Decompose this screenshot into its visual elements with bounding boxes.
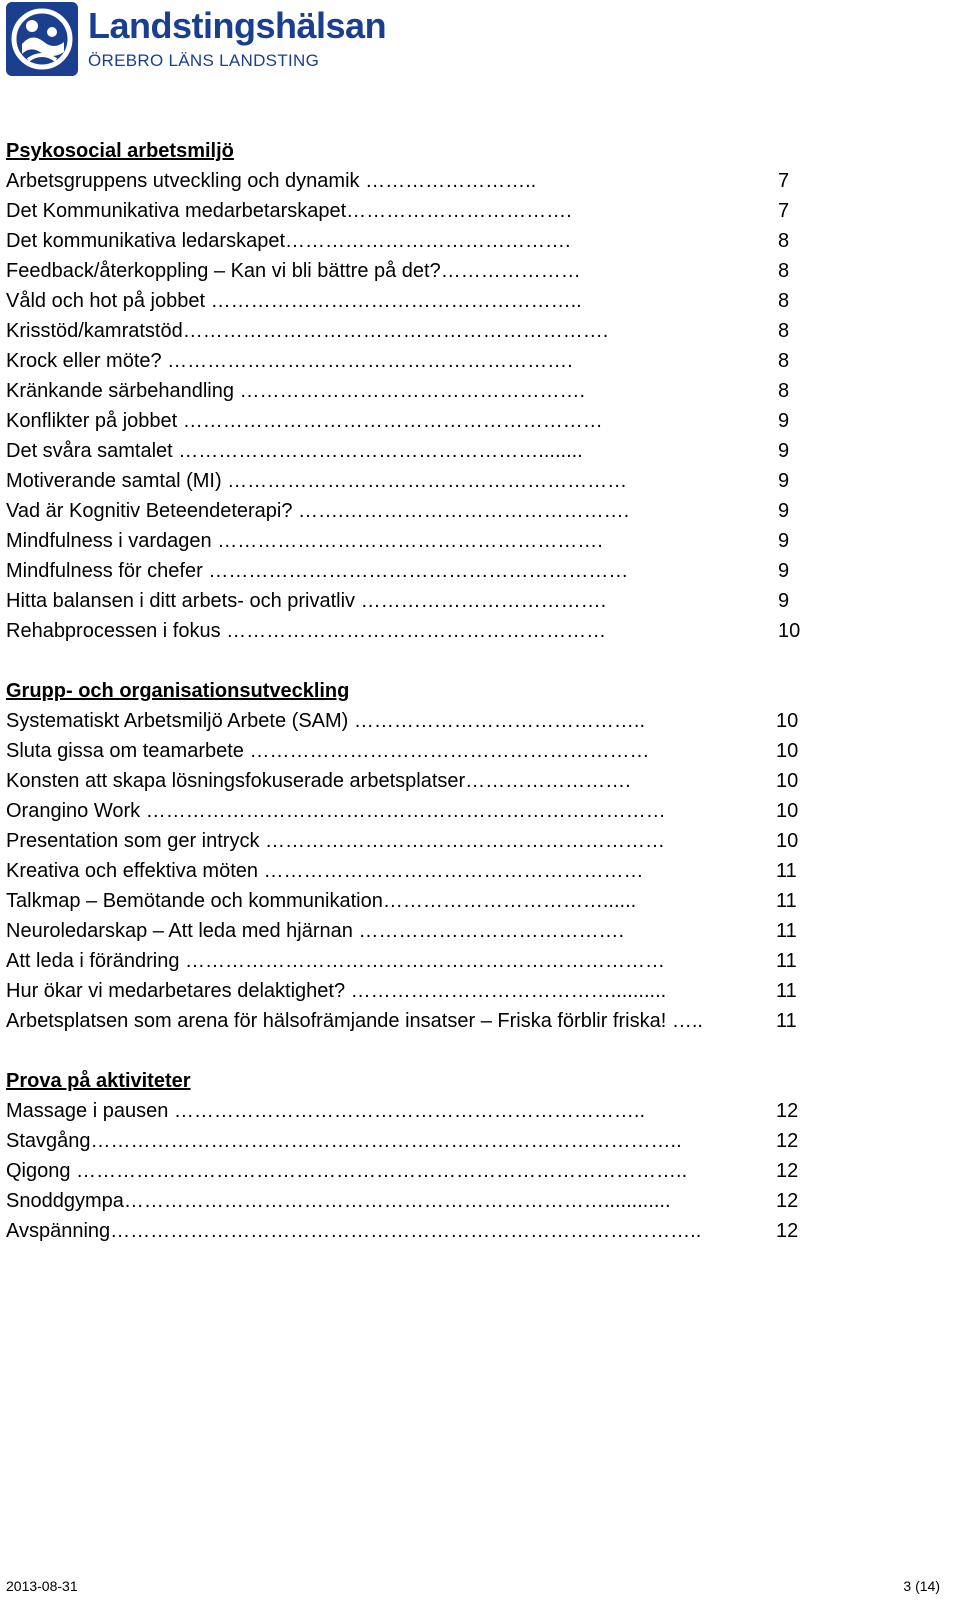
toc-entry-page: 11 [776, 950, 797, 972]
toc-entry-page: 9 [778, 500, 790, 522]
toc-entry-title: Hur ökar vi medarbetares delaktighet? ………………………………….......... [6, 980, 667, 1002]
toc-entry [6, 496, 906, 526]
toc-entry-page: 11 [776, 1010, 797, 1032]
toc-entry [6, 196, 906, 226]
toc-entry-title: Krock eller möte? ……………………………………………………. [6, 350, 573, 372]
toc-entry [6, 556, 906, 586]
toc-entry-title: Talkmap – Bemötande och kommunikation……………………………...... [6, 890, 637, 912]
brand [88, 6, 386, 72]
toc-entry-page: 10 [776, 800, 799, 822]
toc-entry [6, 226, 906, 256]
toc-entry-title: Kreativa och effektiva möten ………………………………………………… [6, 860, 644, 882]
toc-entry-page: 8 [778, 320, 790, 342]
toc-entry-page: 8 [778, 290, 790, 312]
page-footer [6, 1578, 940, 1594]
toc-entry [6, 406, 906, 436]
toc-entry-title: Motiverande samtal (MI) …………………………………………………… [6, 470, 628, 492]
toc-entry [6, 886, 906, 916]
toc-entry-page: 12 [776, 1100, 799, 1122]
toc-entry-title: Konflikter på jobbet ……………………………………………………… [6, 410, 603, 432]
toc-entry-page: 10 [776, 740, 799, 762]
toc-entry-page: 8 [778, 380, 790, 402]
toc-entry-title: Feedback/återkoppling – Kan vi bli bättre på det?………………… [6, 260, 581, 282]
toc-entry-title: Presentation som ger intryck …………………………………………………… [6, 830, 665, 852]
toc-entry-title: Våld och hot på jobbet ……………………………………………….. [6, 290, 582, 312]
toc-entry-page: 9 [778, 590, 790, 612]
toc-section [6, 136, 906, 646]
toc-entry [6, 1156, 906, 1186]
toc-entry [6, 946, 906, 976]
toc-entry-title: Avspänning…………………………………………………………………………….. [6, 1220, 702, 1242]
toc-entry-title: Hitta balansen i ditt arbets- och privatliv ………………………………. [6, 590, 607, 612]
toc-entry [6, 736, 906, 766]
toc-entry-title: Det Kommunikativa medarbetarskapet……………………………. [6, 200, 572, 222]
toc-entry [6, 796, 906, 826]
toc-entry-title: Mindfulness i vardagen …………………………………………………. [6, 530, 603, 552]
toc-entry [6, 436, 906, 466]
toc-entry [6, 256, 906, 286]
toc-entry [6, 976, 906, 1006]
toc-entry-page: 12 [776, 1130, 799, 1152]
logo-emblem-icon [6, 2, 78, 76]
toc-entry-title: Massage i pausen …………………………………………………………….. [6, 1100, 645, 1122]
toc-entry [6, 1096, 906, 1126]
toc-entry-title: Arbetsplatsen som arena för hälsofrämjande insatser – Friska förblir friska! ….. [6, 1010, 703, 1032]
landstingshalsan-logo [6, 2, 78, 76]
toc-entry [6, 766, 906, 796]
toc-entry-page: 11 [776, 890, 797, 912]
toc-entry-page: 9 [778, 410, 790, 432]
toc-entry-title: Det svåra samtalet ………………………………………………........ [6, 440, 583, 462]
toc-entry [6, 706, 906, 736]
toc-entry-page: 8 [778, 260, 790, 282]
toc-entry-title: Rehabprocessen i fokus ………………………………………………… [6, 620, 607, 642]
toc-entry-page: 8 [778, 230, 790, 252]
header [6, 2, 386, 78]
toc-entry-page: 8 [778, 350, 790, 372]
toc-entry-page: 9 [778, 440, 790, 462]
section-heading: Grupp- och organisationsutveckling [6, 680, 350, 702]
toc-entry-title: Systematiskt Arbetsmiljö Arbete (SAM) …………………………………….. [6, 710, 645, 732]
toc-entry [6, 856, 906, 886]
toc-entry [6, 166, 906, 196]
toc-entry [6, 1006, 906, 1036]
toc-entry [6, 466, 906, 496]
toc-entry-title: Qigong ……………………………………………………………………………….. [6, 1160, 688, 1182]
section-heading: Prova på aktiviteter [6, 1070, 191, 1092]
toc-entry-page: 12 [776, 1220, 799, 1242]
toc-entry-page: 7 [778, 170, 790, 192]
toc-entry-page: 12 [776, 1160, 799, 1182]
toc-entry-title: Krisstöd/kamratstöd………………………………………………………. [6, 320, 609, 342]
toc-entry [6, 616, 906, 646]
toc-entry-page: 10 [776, 770, 799, 792]
toc-entry-page: 12 [776, 1190, 799, 1212]
toc-entry-title: Neuroledarskap – Att leda med hjärnan …………………………………. [6, 920, 624, 942]
toc-entry-page: 10 [776, 830, 799, 852]
toc-entry [6, 1186, 906, 1216]
toc-entry [6, 376, 906, 406]
brand-name: Landstingshälsan [88, 5, 387, 46]
toc-entry-title: Orangino Work …………………………………………………………………… [6, 800, 666, 822]
toc-entry [6, 316, 906, 346]
toc-entry [6, 916, 906, 946]
footer-page-number: 3 (14) [903, 1578, 940, 1594]
toc-entry-title: Kränkande särbehandling ……………………………………………. [6, 380, 586, 402]
toc-entry-title: Konsten att skapa lösningsfokuserade arbetsplatser……………………. [6, 770, 631, 792]
toc-entry-title: Sluta gissa om teamarbete …………………………………………………… [6, 740, 650, 762]
toc-entry-title: Arbetsgruppens utveckling och dynamik …………………….. [6, 170, 537, 192]
toc-entry [6, 826, 906, 856]
toc-entry-title: Det kommunikativa ledarskapet……………………………………. [6, 230, 571, 252]
toc-entry-title: Snoddgympa………………………………………………………………............ [6, 1190, 671, 1212]
toc-entry-title: Stavgång…………………………………………………………………………….. [6, 1130, 682, 1152]
toc-entry [6, 1126, 906, 1156]
toc-entry-page: 9 [778, 560, 790, 582]
toc-entry [6, 286, 906, 316]
toc-entry-page: 7 [778, 200, 790, 222]
toc-entry-page: 11 [776, 860, 797, 882]
toc-entry [6, 586, 906, 616]
toc-entry-page: 10 [776, 710, 799, 732]
toc-entry-title: Vad är Kognitiv Beteendeterapi? …….……………………………………. [6, 500, 630, 522]
toc-entry-page: 10 [778, 620, 801, 642]
toc-section [6, 1066, 906, 1246]
toc-entry [6, 526, 906, 556]
toc-entry-page: 9 [778, 530, 790, 552]
footer-date: 2013-08-31 [6, 1578, 78, 1594]
table-of-contents [6, 136, 906, 1276]
toc-entry [6, 1216, 906, 1246]
toc-entry [6, 346, 906, 376]
toc-section [6, 676, 906, 1036]
toc-entry-title: Mindfulness för chefer ……………………………………………………… [6, 560, 629, 582]
toc-entry-page: 9 [778, 470, 790, 492]
toc-entry-page: 11 [776, 980, 797, 1002]
toc-entry-title: Att leda i förändring ……………………………………………………………… [6, 950, 665, 972]
section-heading: Psykosocial arbetsmiljö [6, 140, 234, 162]
brand-subtitle: ÖREBRO LÄNS LANDSTING [88, 51, 320, 70]
toc-entry-page: 11 [776, 920, 797, 942]
